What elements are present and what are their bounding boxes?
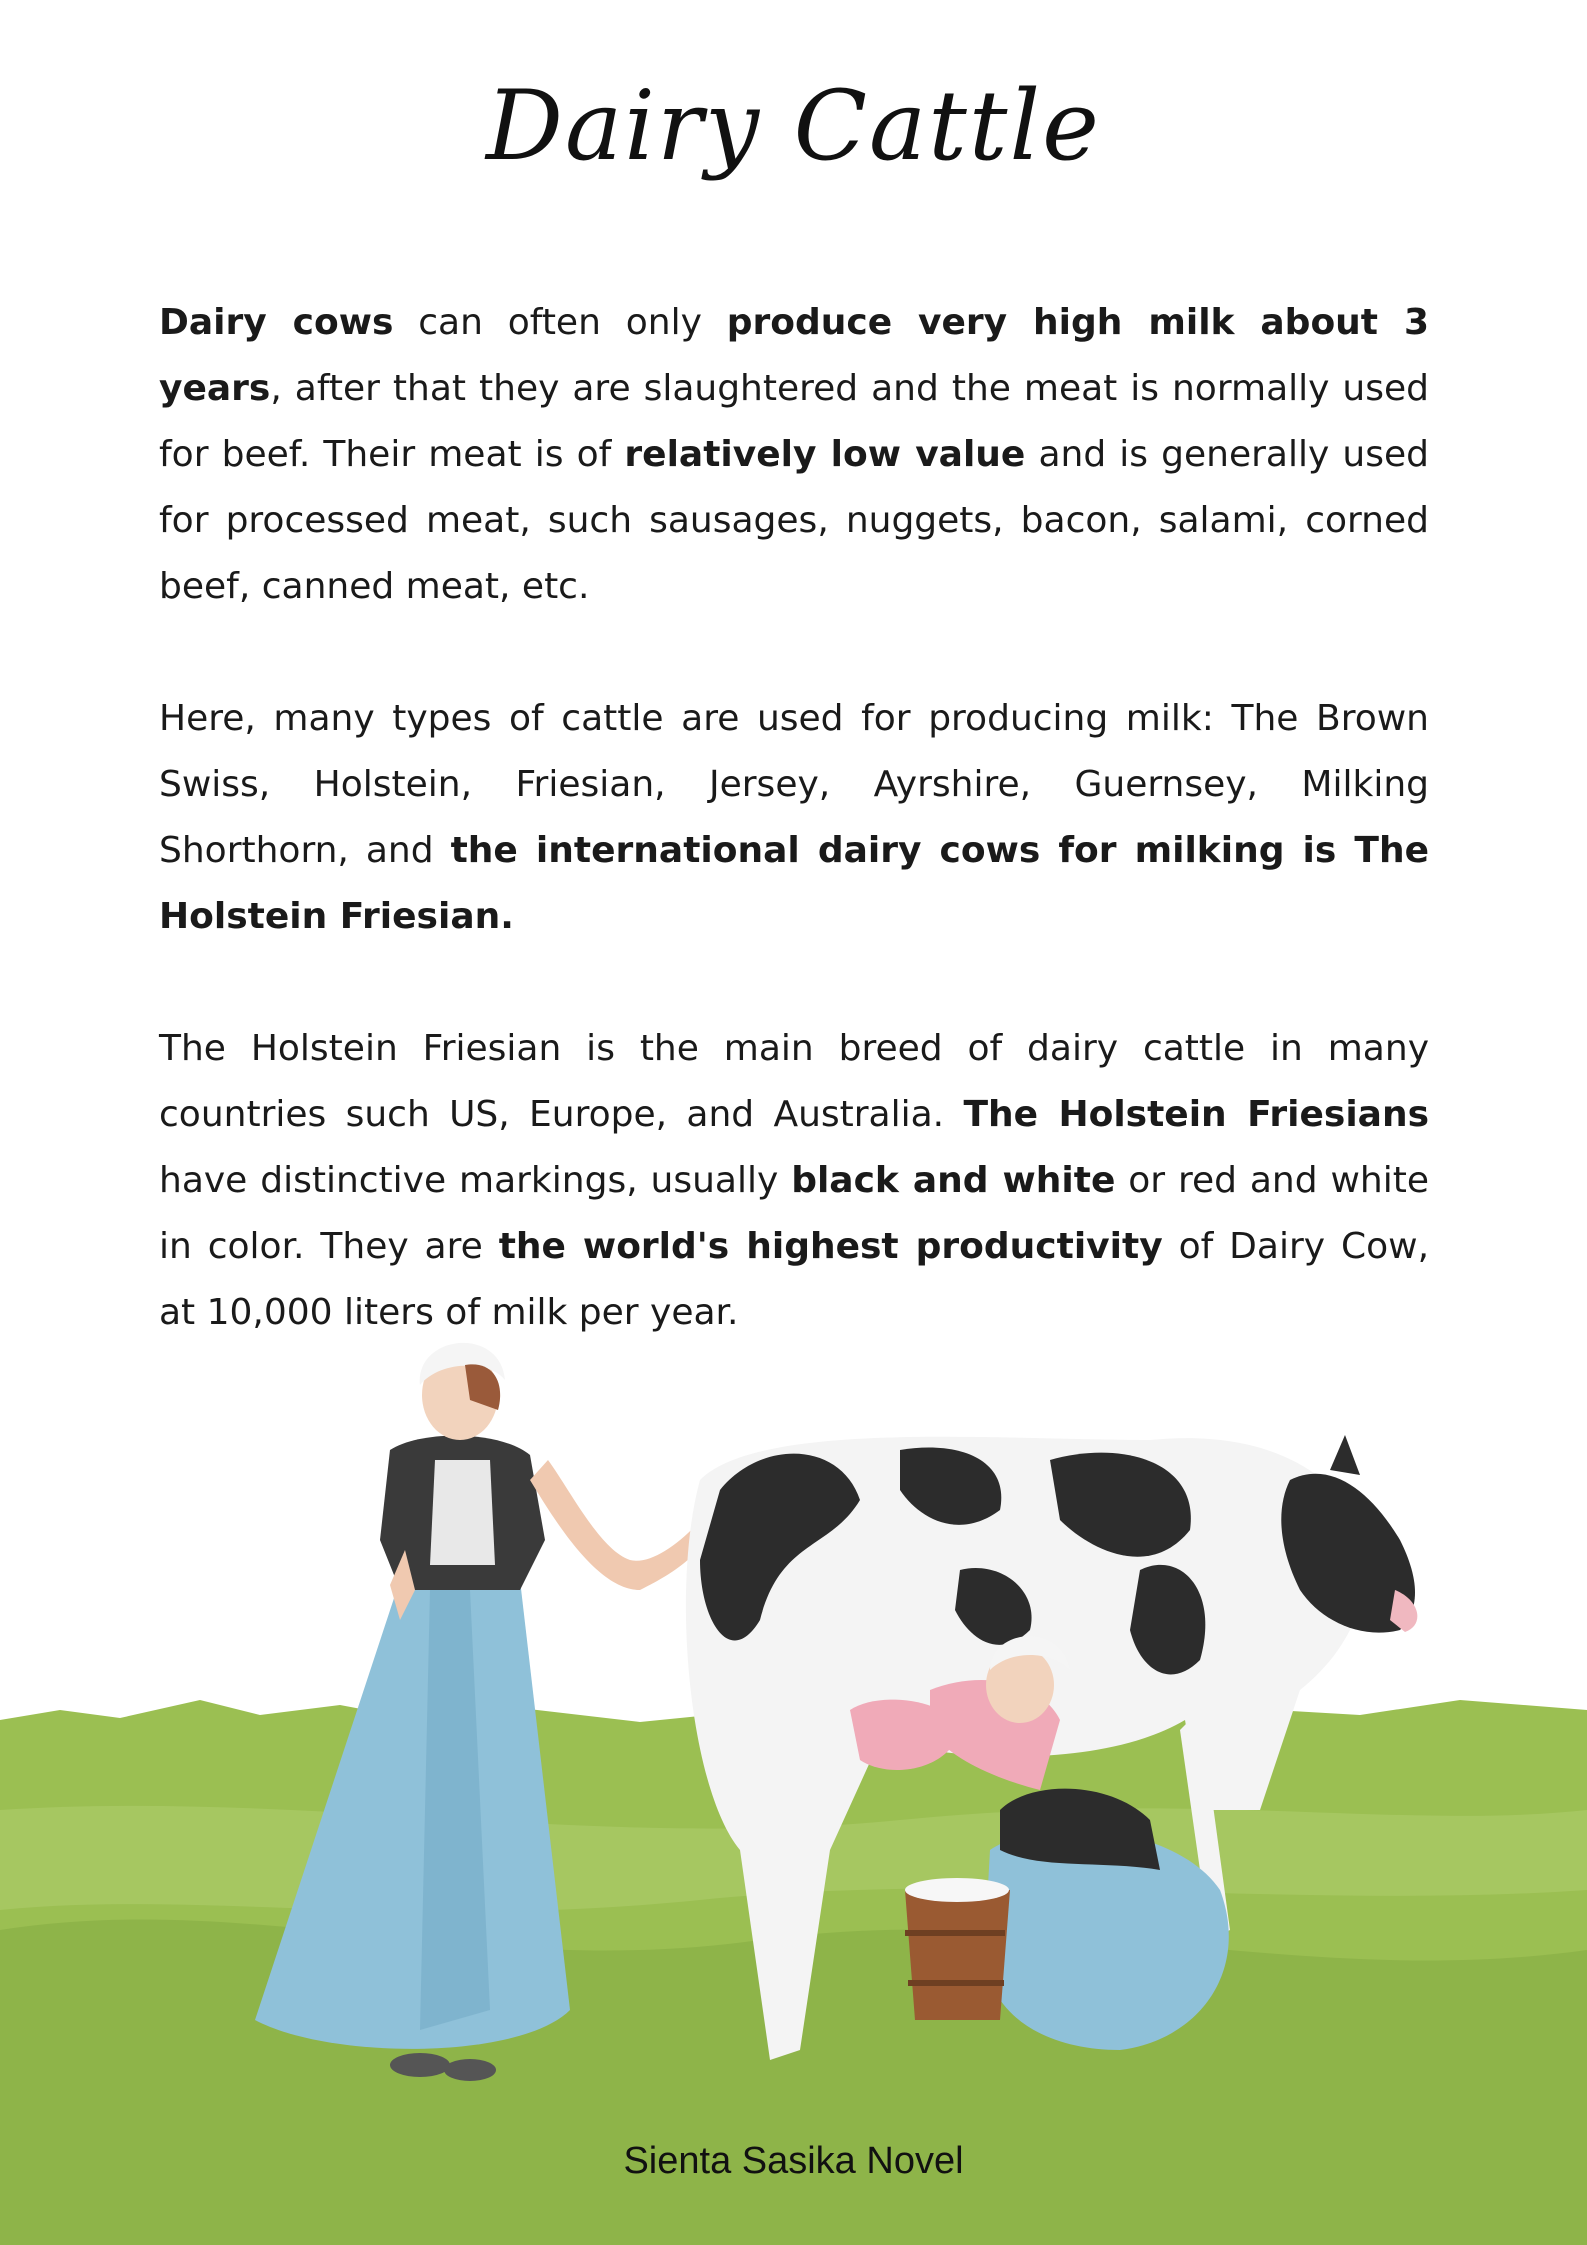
- article-body: [159, 290, 1429, 1412]
- bold-text: The Holstein Friesians: [963, 1094, 1430, 1135]
- milking-illustration: [0, 1290, 1587, 2245]
- milk-bucket: [905, 1878, 1010, 2020]
- text: , after that they are slaughtered and the meat is normally used for beef. Their meat is of: [159, 368, 1429, 475]
- apron-bib: [430, 1460, 495, 1565]
- text: The Holstein Friesian is the main breed of dairy cattle in many countries such US, Europe, and Australia.: [159, 1028, 1429, 1135]
- paragraph-1: [159, 290, 1429, 620]
- bold-text: the world's highest productivity: [498, 1226, 1163, 1267]
- bold-text: Dairy cows: [159, 302, 394, 343]
- text: or red and white in color. They are: [159, 1160, 1430, 1267]
- text: of Dairy Cow, at 10,000 liters of milk per year.: [159, 1226, 1430, 1333]
- bold-text: the international dairy cows for milking is The Holstein Friesian.: [159, 830, 1429, 937]
- text: and is generally used for processed meat, such sausages, nuggets, bacon, salami, corned beef, canned meat, etc.: [159, 434, 1429, 607]
- text: Here, many types of cattle are used for producing milk: The Brown Swiss, Holstein, Friesian, Jersey, Ayrshire, Guernsey, Milking Shorthorn, and: [159, 698, 1429, 871]
- bold-text: produce very high milk about 3 years: [159, 302, 1429, 409]
- text: can often only: [393, 302, 727, 343]
- paragraph-2: [159, 686, 1429, 950]
- bold-text: relatively low value: [624, 434, 1026, 475]
- bold-text: black and white: [791, 1160, 1116, 1201]
- page-title: Dairy Cattle: [486, 70, 1101, 182]
- author-name: Sienta Sasika Novel: [623, 2140, 964, 2182]
- text: have distinctive markings, usually: [159, 1160, 792, 1201]
